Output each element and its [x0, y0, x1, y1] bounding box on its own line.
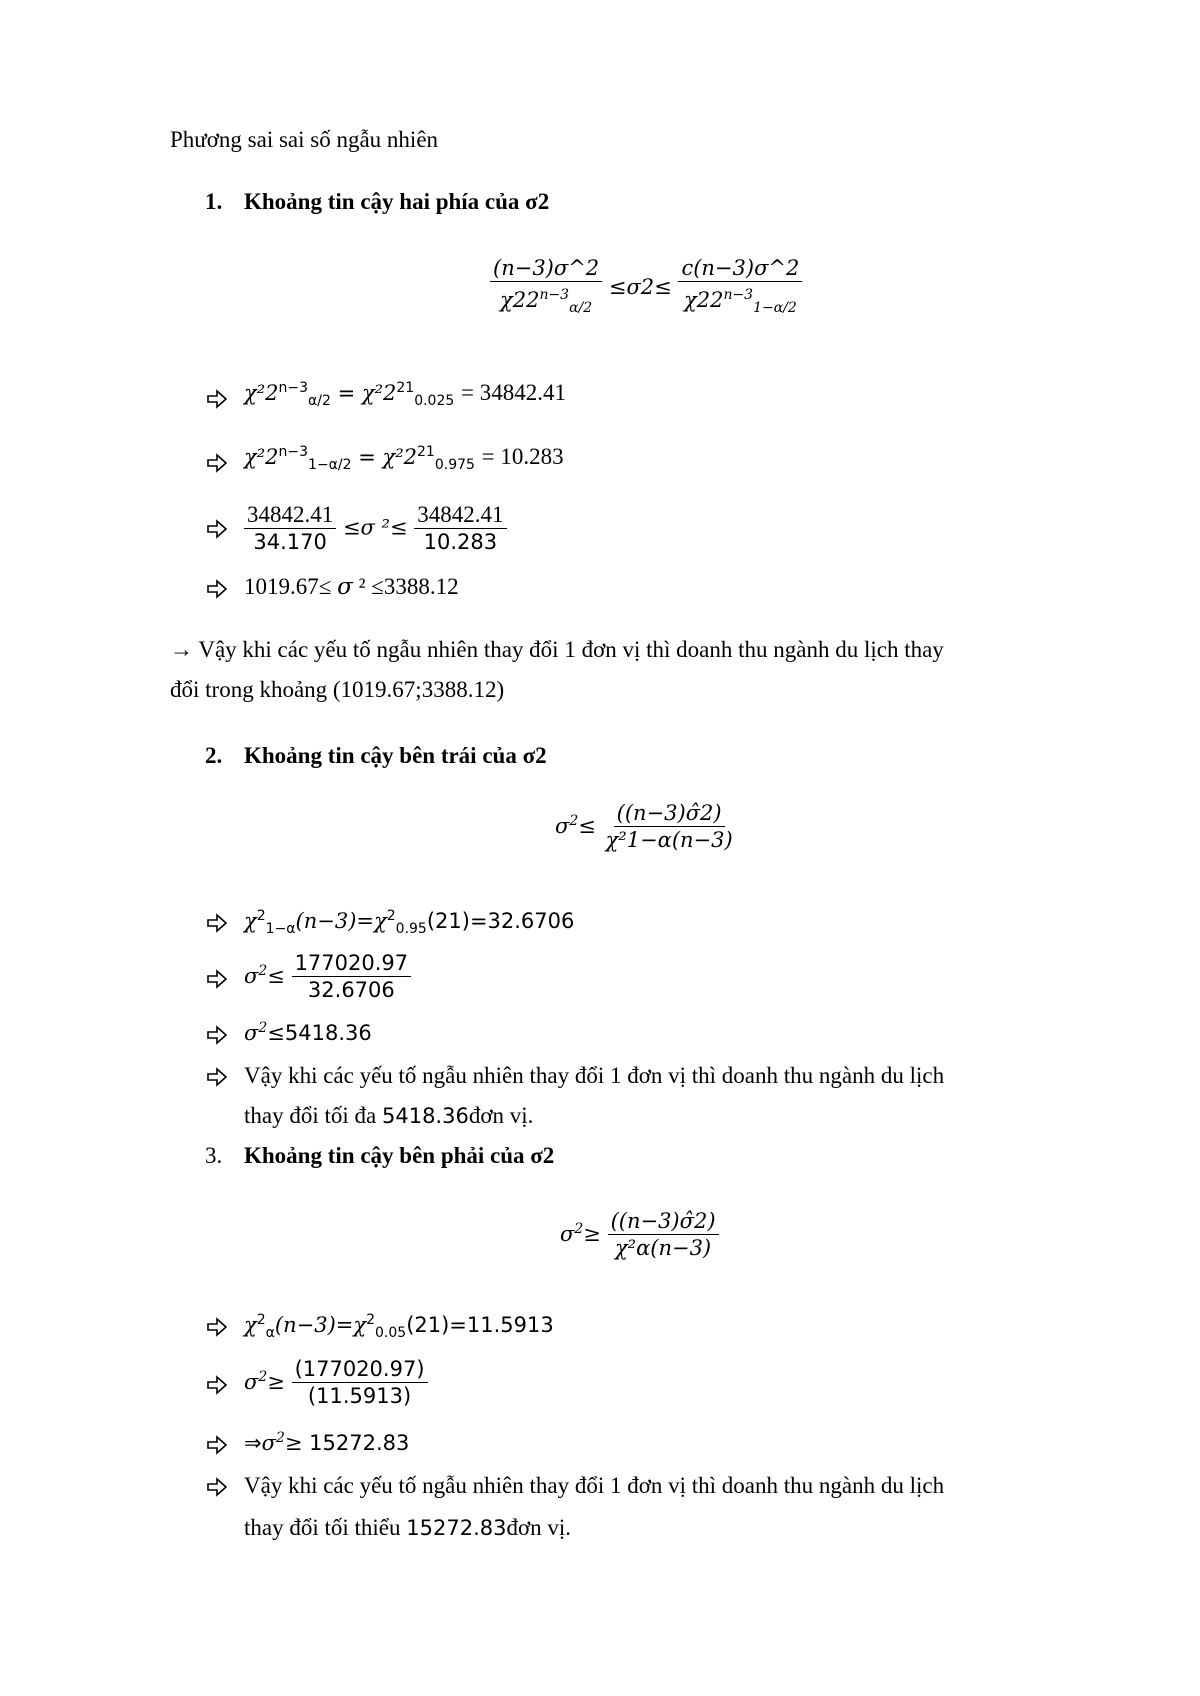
implies-arrow-icon — [206, 968, 228, 990]
s1-step4: 1019.67≤ σ ² ≤3388.12 — [244, 574, 459, 600]
s1-conclusion-line1: → Vậy khi các yếu tố ngẫu nhiên thay đổi 1 đơn vị thì doanh thu ngành du lịch thay — [170, 637, 944, 662]
implies-arrow-icon — [206, 518, 228, 540]
s1-step2-value: 10.283 — [500, 444, 564, 469]
main-left-numerator: (n−3)σ^2 — [490, 255, 602, 282]
s1-conclusion-line2: đổi trong khoảng (1019.67;3388.12) — [170, 677, 505, 702]
section-3-number: 3. — [205, 1143, 223, 1168]
main-right-fraction: $\frac{c(n-3)\sigma\^{}2}{\chi 22^{n-3}_{1-\alpha/2}}$ — [678, 255, 802, 321]
s3-step1: $\chi^2_\alpha(n-3)=\chi^2_{0.05}(21)=11.5913$ — [244, 1312, 554, 1342]
section-1-title: Khoảng tin cậy hai phía của σ2 — [244, 189, 550, 214]
implies-arrow-icon — [206, 1066, 228, 1088]
main-right-denominator: χ22 — [683, 288, 724, 312]
s1-step1-value: 34842.41 — [479, 380, 566, 405]
section-1-number: 1. — [205, 189, 223, 214]
s1-step2: $\chi^22^{n-3}_{1-\alpha/2} = \chi^22^{21}_{0.975} = 10.283$ — [244, 444, 564, 474]
implies-arrow-icon — [206, 1476, 228, 1498]
s2-step3: $\sigma^2\le 5418.36$ — [244, 1020, 372, 1045]
implies-arrow-icon — [206, 578, 228, 600]
main-left-denominator: χ22 — [499, 288, 540, 312]
section-1-main-formula — [490, 255, 802, 321]
section-3-formula: $\sigma^2\ge$ $\frac{((n-3)\sigmâ2)}{\text{χ²α(n−3)}}$ — [560, 1208, 719, 1261]
page-heading: Phương sai sai số ngẫu nhiên — [170, 127, 439, 152]
s2-conclusion-line1: Vậy khi các yếu tố ngẫu nhiên thay đổi 1 đơn vị thì doanh thu ngành du lịch — [244, 1063, 945, 1088]
implies-arrow-icon — [206, 1024, 228, 1046]
s3-step3: $\Rightarrow\sigma^2\ge 15272.83$ — [244, 1430, 410, 1455]
implies-arrow-icon — [206, 452, 228, 474]
section-2-title: Khoảng tin cậy bên trái của σ2 — [244, 743, 547, 768]
section-2-formula: $\sigma^2\le$ $\frac{((n-3)\sigmâ2)}{\text{χ²1−α(n−3)}}$ — [555, 801, 733, 852]
s3-step2: $\sigma^2\ge$ $\frac{(177020.97)}{(11.5913)}$ — [244, 1356, 428, 1409]
s2-step1: $\chi^2_{1-\alpha}(n-3)=\chi^2_{0.95}(21)=32.6706$ — [244, 908, 575, 938]
section-3-title: Khoảng tin cậy bên phải của σ2 — [244, 1143, 555, 1168]
s3-conclusion-line2: thay đổi tối thiểu 15272.83đơn vị. — [244, 1515, 572, 1540]
s2-conclusion-line2: thay đổi tối đa 5418.36đơn vị. — [244, 1103, 534, 1128]
section-2-number: 2. — [205, 743, 223, 768]
s3-conclusion-line1: Vậy khi các yếu tố ngẫu nhiên thay đổi 1 đơn vị thì doanh thu ngành du lịch — [244, 1473, 945, 1498]
main-right-numerator: c(n−3)σ^2 — [678, 255, 802, 282]
implies-arrow-icon — [206, 1316, 228, 1338]
implies-arrow-icon — [206, 1434, 228, 1456]
s1-step1: $\chi^22^{n-3}_{\alpha/2} = \chi^22^{21}_{0.025} = 34842.41$ — [244, 380, 566, 410]
implies-arrow-icon — [206, 1374, 228, 1396]
main-inequality: ≤σ2≤ — [608, 275, 672, 300]
s1-step3: $\frac{34842.41}{34.170}$ ≤σ ²≤ $\frac{34842.41}{10.283}$ — [244, 502, 507, 555]
main-left-fraction: $\frac{(n-3)\sigma\^{}2}{\chi 22^{n-3}_{\alpha/2}}$ — [490, 255, 602, 321]
implies-arrow-icon — [206, 388, 228, 410]
s2-step2: $\sigma^2\le$ $\frac{177020.97}{32.6706}$ — [244, 950, 411, 1003]
implies-arrow-icon — [206, 912, 228, 934]
